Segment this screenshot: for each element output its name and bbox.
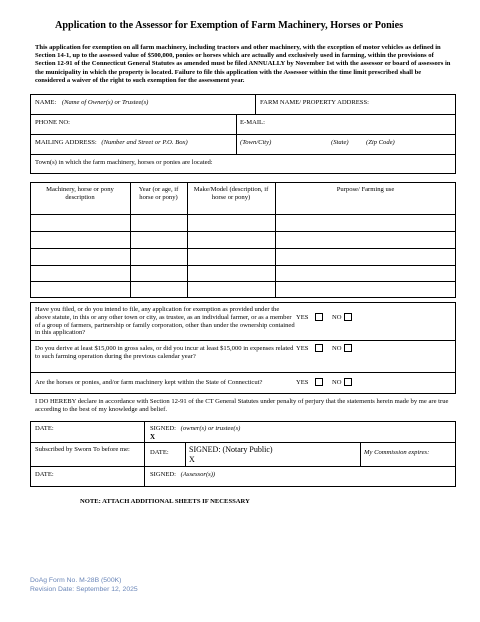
intro-paragraph: This application for exemption on all farm machinery, including tractors and other machinery, with the exception of motor vehicles as defined in Section 14-1, up to the assessed value of $500,000, ponies or horses which are actually and exclusively used in farming, within the provisions of Section 12-91 of the Connecticut General Statutes as amended must be filed ANNUALLY by November 1st with the assessor or board of assessors in the municipality in which the property is located. Failure to file this application with the Assessor within the time limit prescribed shall be considered a waiver of the right to such exemption for the assessment year.: [35, 44, 451, 84]
table-row[interactable]: [31, 232, 455, 247]
q1-yes-label: YES: [296, 314, 309, 321]
table-row[interactable]: [31, 282, 455, 297]
table-row[interactable]: [31, 249, 455, 264]
notary-signature-x: X: [189, 455, 195, 464]
email-field[interactable]: E-MAIL:: [240, 119, 265, 126]
table-row[interactable]: [31, 215, 455, 230]
form-title: Application to the Assessor for Exemption of Farm Machinery, Horses or Ponies: [55, 20, 404, 31]
assessor-signed-label: SIGNED:: [150, 471, 177, 478]
assessor-date-field[interactable]: DATE:: [35, 471, 54, 478]
farm-name-field[interactable]: FARM NAME/ PROPERTY ADDRESS:: [260, 99, 369, 106]
q2-yes-checkbox[interactable]: [315, 344, 323, 352]
revision-date: Revision Date: September 12, 2025: [30, 585, 138, 593]
col-header-make-model: Make/Model (description, if horse or pony): [193, 186, 269, 201]
col-header-description: Machinery, horse or pony description: [46, 186, 114, 201]
zip-hint: (Zip Code): [366, 139, 395, 146]
subscribed-label: Subscribed by Sworn To before me:: [35, 446, 130, 453]
name-field[interactable]: [35, 99, 148, 106]
q2-no-checkbox[interactable]: [344, 344, 352, 352]
form-number: DoAg Form No. M-28B (500K): [30, 577, 122, 584]
q2-no-label: NO: [332, 345, 342, 352]
q3-yes-label: YES: [296, 379, 309, 386]
town-city-hint: (Town/City): [240, 139, 272, 146]
owner-signed-label: SIGNED:: [150, 425, 177, 432]
towns-field[interactable]: Town(s) in which the farm machinery, horses or ponies are located:: [35, 159, 213, 166]
q3-no-label: NO: [332, 379, 342, 386]
mailing-hint: (Number and Street or P.O. Box): [101, 139, 188, 146]
col-header-year: Year (or age, if horse or pony): [138, 186, 179, 201]
table-row[interactable]: [31, 266, 455, 280]
state-hint: (State): [331, 139, 349, 146]
attach-sheets-note: NOTE: ATTACH ADDITIONAL SHEETS IF NECESSARY: [80, 498, 250, 505]
q3-yes-checkbox[interactable]: [315, 378, 323, 386]
q1-no-checkbox[interactable]: [344, 313, 352, 321]
mailing-label: MAILING ADDRESS:: [35, 139, 97, 146]
question-other-application: Have you filed, or do you intend to file, any application for exemption as provided under the above statute, in this or any other town or city, as trustee, as an individual farmer, or as a member of a group of farmers, partnership or family corporation, other than under the ownership contained in this application?: [35, 306, 295, 337]
notary-date-field[interactable]: DATE:: [150, 449, 169, 456]
commission-expires-field[interactable]: My Commission expires:: [364, 449, 430, 456]
mailing-address-field[interactable]: [35, 139, 188, 146]
owner-signature-field[interactable]: [150, 425, 240, 432]
name-hint: (Name of Owner(s) or Trustee(s): [61, 99, 149, 106]
q1-yes-checkbox[interactable]: [315, 313, 323, 321]
col-header-purpose: Purpose/ Farming use: [336, 186, 395, 193]
declaration-text: I DO HEREBY declare in accordance with Section 12-91 of the CT General Statutes under penalty of perjury that the statements herein made by me are true according to the best of my knowledge and belief.: [35, 398, 449, 413]
assessor-signature-field[interactable]: [150, 471, 215, 478]
q2-yes-label: YES: [296, 345, 309, 352]
notary-signature-field[interactable]: SIGNED: (Notary Public): [189, 445, 273, 454]
owner-date-field[interactable]: DATE:: [35, 425, 54, 432]
question-gross-sales: Do you derive at least $15,000 in gross sales, or did you incur at least $15,000 in expenses related to such farming operation during the previous calendar year?: [35, 345, 294, 360]
q1-no-label: NO: [332, 314, 342, 321]
assessor-signed-hint: (Assessor(s)): [180, 471, 216, 478]
owner-signed-hint: (owner(s) or trustee(s): [180, 425, 241, 432]
phone-field[interactable]: PHONE NO:: [35, 119, 70, 126]
q3-no-checkbox[interactable]: [344, 378, 352, 386]
owner-signature-x: X: [150, 433, 156, 441]
name-label: NAME:: [35, 99, 57, 106]
question-kept-in-state: Are the horses or ponies, and/or farm machinery kept within the State of Connecticut?: [35, 379, 263, 386]
